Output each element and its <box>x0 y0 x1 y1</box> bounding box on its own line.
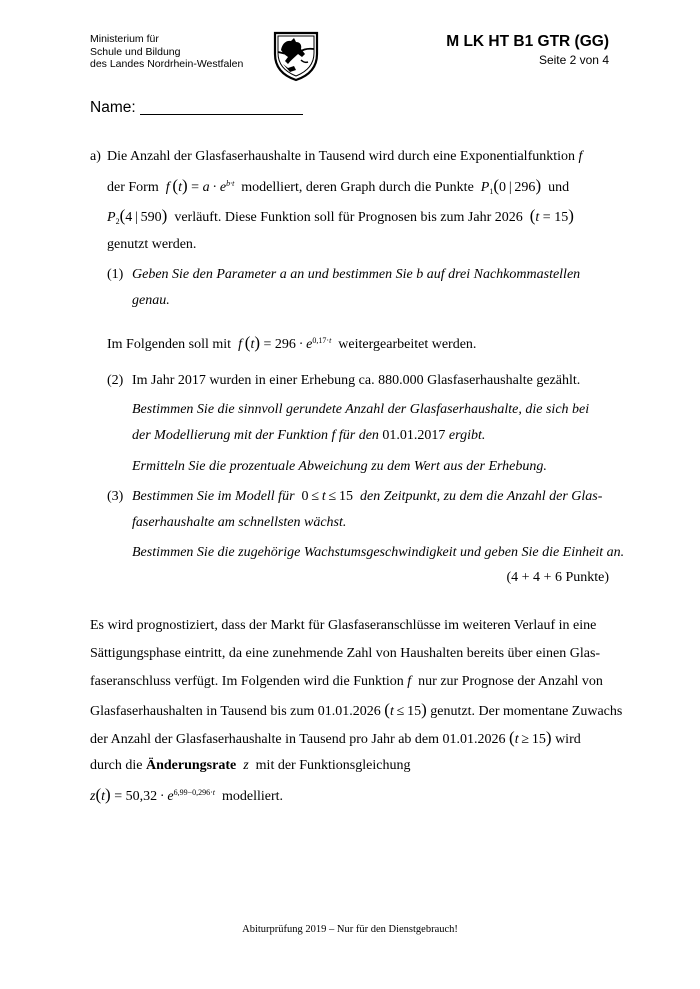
name-line[interactable] <box>140 99 303 115</box>
sub-2-text-2: Bestimmen Sie die sinnvoll gerundete Anzahl der Glasfaserhaushalte, die sich bei <box>132 402 590 417</box>
para-line-4: Glasfaserhaushalten in Tausend bis zum 01.01.2026 (t ≤ 15) genutzt. Der momentane Zuwachs <box>90 700 623 719</box>
name-label: Name: <box>90 99 136 116</box>
points: (4 + 4 + 6 Punkte) <box>506 570 609 585</box>
ministry-name: Ministerium für Schule und Bildung des Landes Nordrhein-Westfalen <box>90 33 244 70</box>
sub-3-number: (3) <box>107 489 124 504</box>
para-line-3: faseranschluss verfügt. Im Folgenden wird die Funktion f nur zur Prognose der Anzahl von <box>90 674 603 689</box>
para-line-7: $z(t) = 50,32 \cdot e^{6,99-0,296\cdot t}$ modelliert. <box>90 785 284 804</box>
continue-line: Im Folgenden soll mit f $(t) = 296 \cdot e^{0,17\cdot t}$ weitergearbeitet werden. <box>107 333 477 352</box>
task-a-line-1: Die Anzahl der Glasfaserhaushalte in Tausend wird durch eine Exponentialfunktion f <box>107 149 583 164</box>
nrw-coat-of-arms-icon <box>272 30 320 82</box>
task-a-line-2: der Form f $(t) = a \cdot e^{b\cdot t}$ modelliert, deren Graph durch die Punkte $P_1(0$ | 296) und <box>107 176 570 196</box>
sub-3-text-1: Bestimmen Sie im Modell für 0 ≤ t ≤ 15 den Zeitpunkt, zu dem die Anzahl der Glas- <box>132 489 603 504</box>
para-line-2: Sättigungsphase eintritt, da eine zunehmende Zahl von Haushalten bereits über einen Glas- <box>90 646 601 661</box>
task-a-line-3: $P_2(4$ | 590) verläuft. Diese Funktion soll für Prognosen bis zum Jahr 2026 (t = 15) <box>107 206 574 226</box>
page-number: Seite 2 von 4 <box>538 53 609 67</box>
sub-1-text-2: genau. <box>132 293 170 308</box>
formula-f: f $(t) = 296 \cdot e^{0,17\cdot t}$ <box>238 333 332 352</box>
para-line-6: durch die Änderungsrate z mit der Funktionsgleichung <box>90 758 411 773</box>
para-line-1: Es wird prognostiziert, dass der Markt für Glasfaseranschlüsse im weiteren Verlauf in eine <box>90 618 597 633</box>
footer: Abiturprüfung 2019 – Nur für den Dienstgebrauch! <box>242 924 458 935</box>
sub-2-text-3: der Modellierung mit der Funktion f für den 01.01.2017 ergibt. <box>132 428 486 443</box>
sub-2-text-4: Ermitteln Sie die prozentuale Abweichung zu dem Wert aus der Erhebung. <box>132 459 547 474</box>
sub-3-text-3: Bestimmen Sie die zugehörige Wachstumsgeschwindigkeit und geben Sie die Einheit an. <box>132 545 625 560</box>
sub-2-text-1: Im Jahr 2017 wurden in einer Erhebung ca. 880.000 Glasfaserhaushalte gezählt. <box>132 373 581 388</box>
task-a-label: a) <box>90 149 101 164</box>
sub-1-text-1: Geben Sie den Parameter a an und bestimmen Sie b auf drei Nachkommastellen <box>132 267 581 282</box>
name-field[interactable] <box>90 99 303 117</box>
formula-z: $z(t) = 50,32 \cdot e^{6,99-0,296\cdot t}$ <box>90 785 215 804</box>
para-line-5: der Anzahl der Glasfaserhaushalte in Tausend pro Jahr ab dem 01.01.2026 (t ≥ 15) wird <box>90 728 581 747</box>
sub-2-number: (2) <box>107 373 124 388</box>
sub-3-text-2: faserhaushalte am schnellsten wächst. <box>132 515 347 530</box>
sub-1-number: (1) <box>107 267 124 282</box>
interval: 0 ≤ t ≤ 15 <box>301 489 354 504</box>
formula-general: f $(t) = a \cdot e^{b\cdot t}$ <box>165 176 235 195</box>
task-a-line-4: genutzt werden. <box>107 237 197 252</box>
exam-code: M LK HT B1 GTR (GG) <box>446 33 609 50</box>
point-p2: $P_2(4$ | 590) <box>107 206 168 226</box>
point-p1: $P_1(0$ | 296) <box>480 176 542 196</box>
